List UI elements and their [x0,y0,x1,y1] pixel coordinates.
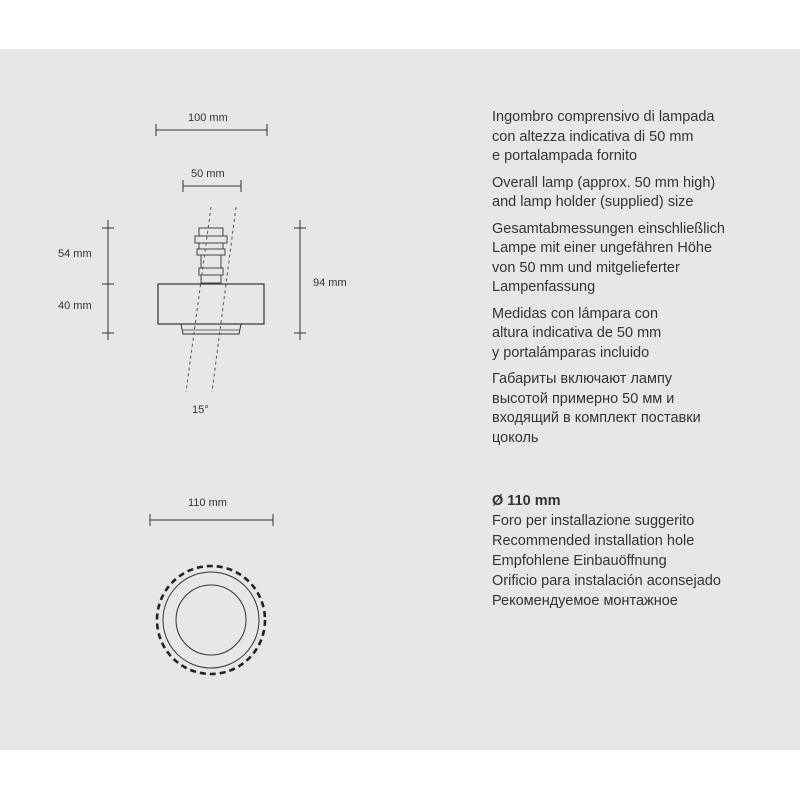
description-line: con altezza indicativa di 50 mm [492,128,694,145]
description-es [492,305,792,364]
cutout-dashed-circle [157,566,265,674]
description-line: Overall lamp (approx. 50 mm high) [492,174,716,191]
dim-label-lower-height: 40 mm [58,300,92,312]
description-line: Ingombro comprensivo di lampada [492,109,715,125]
description-line: Габариты включают лампу [492,371,673,387]
description-line: altura indicativa de 50 mm [492,325,662,341]
description-line: цоколь [492,429,539,446]
description-de [492,220,792,298]
dim-label-total-height: 94 mm [313,277,347,289]
description-line: Medidas con lámpara con [492,305,659,322]
dim-label-cutout-width: 110 mm [188,497,227,509]
description-it [492,108,792,167]
dim-label-top-width: 100 mm [188,112,228,124]
hole-line: Orificio para instalación aconsejado [492,573,721,589]
hole-line: Foro per installazione suggerito [492,513,695,529]
hole-line: Рекомендуемое монтажное [492,593,678,609]
description-line: Gesamtabmessungen einschließlich [492,220,725,237]
dim-label-beam-angle: 15° [192,404,209,416]
lamp-holder [195,228,227,283]
description-line: высотой примерно 50 мм и [492,390,675,407]
hole-line: Recommended installation hole [492,533,695,549]
installation-hole-block [492,491,792,611]
trim-circle [163,572,259,668]
dim-label-upper-height: 54 mm [58,248,92,260]
description-line: and lamp holder (supplied) size [492,194,694,210]
aperture-circle [176,585,246,655]
description-line: Lampe mit einer ungefähren Höhe [492,240,713,256]
lamp-lip [181,324,241,334]
description-ru [492,370,792,448]
lamp-housing [158,284,264,324]
hole-title: Ø 110 mm [492,493,561,509]
hole-line: Empfohlene Einbauöffnung [492,553,667,569]
description-line: y portalámparas incluido [492,344,650,361]
dim-label-holder-width: 50 mm [191,168,225,180]
description-en [492,174,792,213]
description-line: von 50 mm und mitgelieferter [492,259,680,276]
description-column [492,108,792,455]
description-line: входящий в комплект поставки [492,410,701,426]
description-line: Lampenfassung [492,279,596,295]
description-line: e portalampada fornito [492,148,638,164]
beam-line-right [212,207,236,392]
